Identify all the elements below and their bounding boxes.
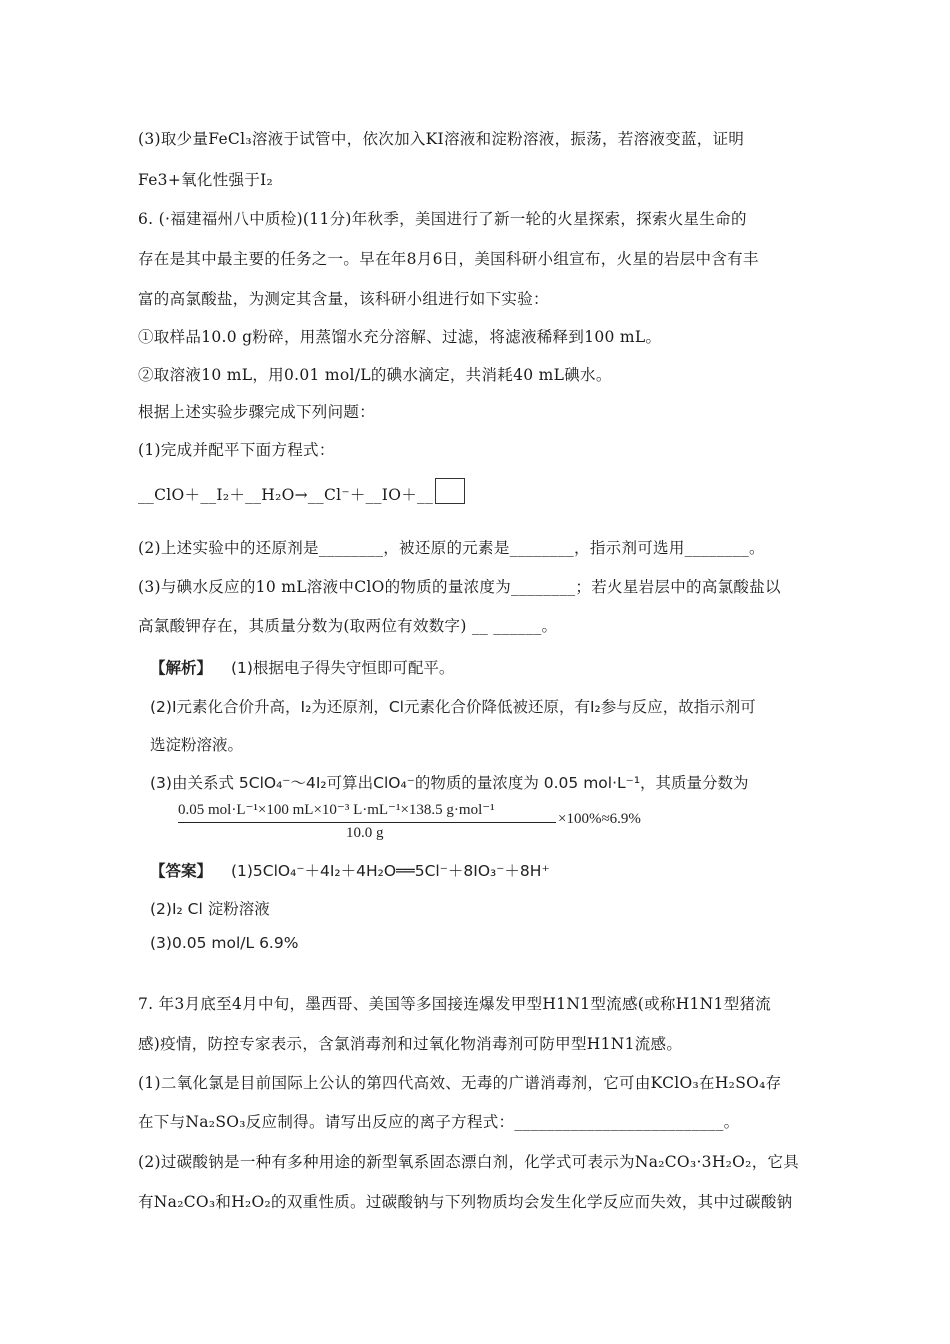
q7-sub1-line1: (1)二氧化氯是目前国际上公认的第四代高效、无毒的广谱消毒剂，它可由KClO₃在H₂SO₄存 [138,1074,782,1092]
q5-part3-line2: Fe3+氧化性强于I₂ [138,171,274,189]
equation-text: __ClO＋__I₂＋__H₂O→__Cl⁻＋__IO＋__ [138,486,434,504]
fraction-result: ×100%≈6.9% [558,811,641,827]
q6-sub1: (1)完成并配平下面方程式： [138,441,335,459]
q6-stem-line2: 存在是其中最主要的任务之一。早在年8月6日，美国科研小组宣布，火星的岩层中含有丰 [138,250,759,268]
q6-sub3-line2: 高氯酸钾存在，其质量分数为(取两位有效数字) __ ______。 [138,617,558,635]
q6-step2: ②取溶液10 mL，用0.01 mol/L的碘水滴定，共消耗40 mL碘水。 [138,366,612,384]
q6-equation [138,478,465,505]
q7-stem-line2: 感)疫情，防控专家表示，含氯消毒剂和过氧化物消毒剂可防甲型H1N1流感。 [138,1035,683,1053]
fraction-denominator: 10.0 g [346,825,384,841]
q7-sub1-line2: 在下与Na₂SO₃反应制得。请写出反应的离子方程式：__________________________。 [138,1113,740,1131]
q7-sub2-line1: (2)过碳酸钠是一种有多种用途的新型氧系固态漂白剂，化学式可表示为Na₂CO₃·3H₂O₂，它具 [138,1153,800,1171]
answer-label: 【答案】 [150,862,213,880]
solution-p2-line2: 选淀粉溶液。 [150,736,244,754]
fraction-numerator: 0.05 mol·L⁻¹×100 mL×10⁻³ L·mL⁻¹×138.5 g·mol⁻¹ [178,802,495,818]
solution-p2-line1: (2)I元素化合价升高，I₂为还原剂，Cl元素化合价降低被还原，有I₂参与反应，故指示剂可 [150,698,756,716]
answer-a3: (3)0.05 mol/L 6.9% [150,934,299,952]
answer-a2: (2)I₂ Cl 淀粉溶液 [150,900,270,918]
answer-box [435,478,465,504]
q6-intro: 根据上述实验步骤完成下列问题： [138,403,376,421]
fraction-bar [178,822,556,823]
solution-label: 【解析】 [150,659,213,677]
solution-p1 [150,656,454,678]
q5-part3-line1: (3)取少量FeCl₃溶液于试管中，依次加入KI溶液和淀粉溶液，振荡，若溶液变蓝，证明 [138,130,745,148]
solution-p3: (3)由关系式 5ClO₄⁻～4I₂可算出ClO₄⁻的物质的量浓度为 0.05 mol·L⁻¹，其质量分数为 [150,774,749,792]
q7-sub2-line2: 有Na₂CO₃和H₂O₂的双重性质。过碳酸钠与下列物质均会发生化学反应而失效，其中过碳酸钠 [138,1193,793,1211]
answer-a1-text: (1)5ClO₄⁻＋4I₂＋4H₂O══5Cl⁻＋8IO₃⁻＋8H⁺ [230,862,550,880]
answer-a1 [150,859,550,881]
q6-stem-line3: 富的高氯酸盐，为测定其含量，该科研小组进行如下实验： [138,290,549,308]
solution-p1-text: (1)根据电子得失守恒即可配平。 [230,659,455,677]
q6-sub2: (2)上述实验中的还原剂是________，被还原的元素是________，指示剂可选用________。 [138,539,765,557]
q6-sub3-line1: (3)与碘水反应的10 mL溶液中ClO的物质的量浓度为________；若火星岩层中的高氯酸盐以 [138,578,781,596]
q7-stem-line1: 7. 年3月底至4月中旬，墨西哥、美国等多国接连爆发甲型H1N1型流感(或称H1N1型猪流 [138,995,772,1013]
q6-step1: ①取样品10.0 g粉碎，用蒸馏水充分溶解、过滤，将滤液稀释到100 mL。 [138,328,662,346]
q6-stem-line1: 6. (·福建福州八中质检)(11分)年秋季，美国进行了新一轮的火星探索，探索火星生命的 [138,210,747,228]
